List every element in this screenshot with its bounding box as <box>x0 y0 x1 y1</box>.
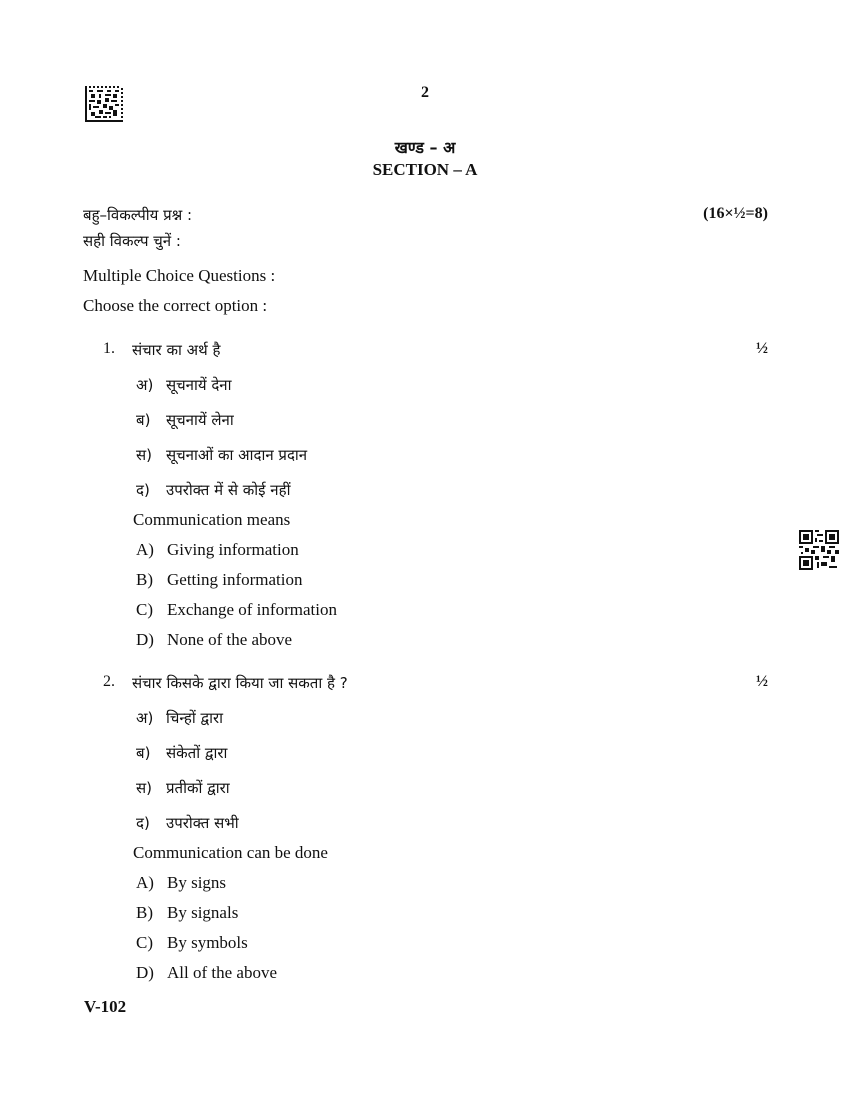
option-text-hindi: चिन्हों द्वारा <box>166 709 224 727</box>
option-text-english: Exchange of information <box>167 600 337 619</box>
option-text-english: By symbols <box>167 933 248 952</box>
option-text-hindi: उपरोक्त सभी <box>166 814 239 832</box>
option-label-english: A) <box>136 540 154 559</box>
question-text-hindi: संचार किसके द्वारा किया जा सकता है ? <box>132 674 348 692</box>
option-label-hindi: द) <box>136 814 150 832</box>
question-marks: ½ <box>756 340 768 357</box>
paper-code: V-102 <box>84 997 127 1016</box>
instruction-english-line2: Choose the correct option : <box>83 296 268 315</box>
question-text-english: Communication means <box>133 510 291 529</box>
question-number: 2. <box>103 673 115 690</box>
question-marks: ½ <box>756 673 768 690</box>
qr-code <box>799 530 839 570</box>
instruction-hindi-line1: बहु–विकल्पीय प्रश्न : <box>83 206 193 224</box>
page-number: 2 <box>421 84 429 101</box>
option-text-hindi: सूचनायें लेना <box>166 411 234 429</box>
section-heading-english: SECTION – A <box>372 160 478 179</box>
option-label-english: B) <box>136 903 153 922</box>
option-text-english: Getting information <box>167 570 303 589</box>
option-text-english: None of the above <box>167 630 293 649</box>
option-label-english: C) <box>136 933 153 952</box>
option-text-hindi: उपरोक्त में से कोई नहीं <box>166 481 291 499</box>
option-label-english: D) <box>136 630 154 649</box>
instruction-hindi-line2: सही विकल्प चुनें : <box>83 232 181 250</box>
option-text-english: By signs <box>167 873 227 892</box>
option-text-hindi: सूचनायें देना <box>166 376 232 394</box>
question-text-english: Communication can be done <box>133 843 328 862</box>
option-label-english: A) <box>136 873 154 892</box>
option-label-hindi: स) <box>136 446 152 464</box>
option-label-hindi: अ) <box>136 709 154 727</box>
option-label-english: B) <box>136 570 153 589</box>
option-label-hindi: ब) <box>136 411 151 429</box>
option-text-english: By signals <box>167 903 239 922</box>
question-text-hindi: संचार का अर्थ है <box>132 341 221 359</box>
option-text-hindi: प्रतीकों द्वारा <box>166 779 230 797</box>
option-label-hindi: स) <box>136 779 152 797</box>
section-heading-hindi: खण्ड – अ <box>394 138 456 157</box>
option-label-english: D) <box>136 963 154 982</box>
option-text-english: All of the above <box>167 963 277 982</box>
question-number: 1. <box>103 340 115 357</box>
option-label-hindi: द) <box>136 481 150 499</box>
option-text-hindi: संकेतों द्वारा <box>166 744 228 762</box>
option-label-hindi: ब) <box>136 744 151 762</box>
option-label-english: C) <box>136 600 153 619</box>
instruction-english-line1: Multiple Choice Questions : <box>83 266 276 285</box>
option-label-hindi: अ) <box>136 376 154 394</box>
total-marks: (16×½=8) <box>703 205 768 222</box>
option-text-hindi: सूचनाओं का आदान प्रदान <box>166 446 308 464</box>
option-text-english: Giving information <box>167 540 299 559</box>
